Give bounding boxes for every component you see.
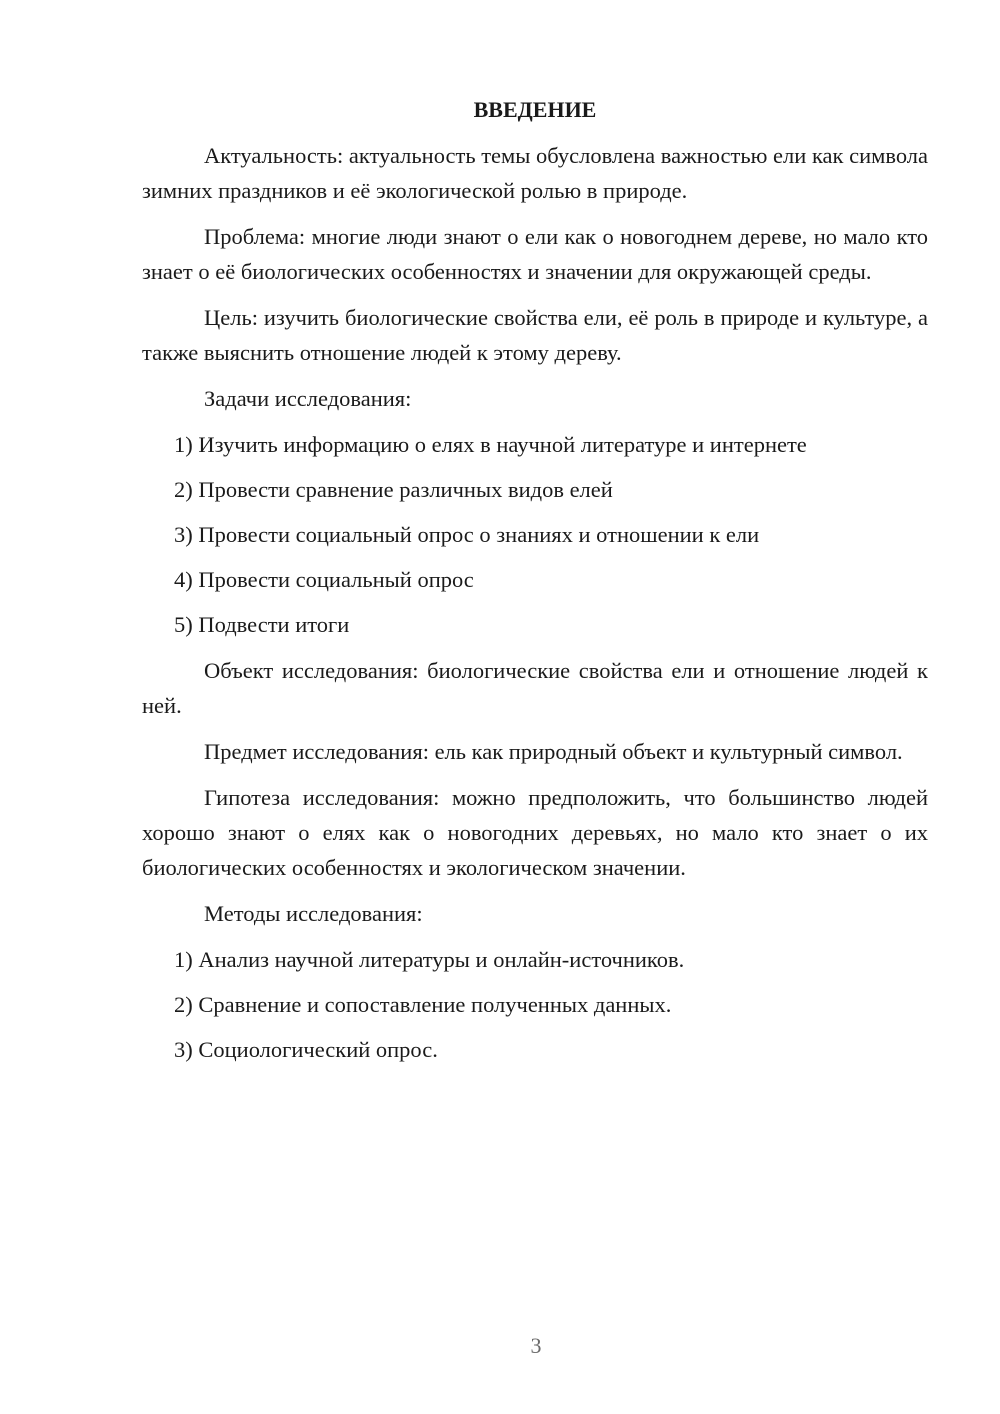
list-item: 4) Провести социальный опрос (174, 567, 474, 592)
hypothesis-paragraph: Гипотеза исследования: можно предположить, что большинство людей хорошо знают о елях как о новогодних деревьях, но мало кто знает о их биологических особенностях и экологическом значении. (142, 785, 928, 880)
page-number: 3 (530, 1333, 542, 1358)
list-item: 1) Изучить информацию о елях в научной литературе и интернете (174, 432, 807, 457)
relevance-paragraph: Актуальность: актуальность темы обусловлена важностью ели как символа зимних праздников и её экологической ролью в природе. (142, 143, 928, 203)
list-item: 1) Анализ научной литературы и онлайн-источников. (174, 947, 685, 972)
list-item: 2) Провести сравнение различных видов елей (174, 477, 613, 502)
list-item: 3) Провести социальный опрос о знаниях и отношении к ели (174, 522, 760, 547)
object-paragraph: Объект исследования: биологические свойства ели и отношение людей к ней. (142, 658, 928, 718)
problem-paragraph: Проблема: многие люди знают о ели как о новогоднем дереве, но мало кто знает о её биологических особенностях и значении для окружающей среды. (142, 224, 928, 284)
methods-heading: Методы исследования: (204, 901, 423, 926)
goal-paragraph: Цель: изучить биологические свойства ели, её роль в природе и культуре, а также выяснить отношение людей к этому дереву. (142, 305, 928, 365)
page-title: ВВЕДЕНИЕ (473, 97, 597, 122)
methods-list (142, 942, 928, 1067)
list-item: 3) Социологический опрос. (174, 1037, 438, 1062)
subject-paragraph: Предмет исследования: ель как природный объект и культурный символ. (204, 739, 903, 764)
list-item: 5) Подвести итоги (174, 612, 350, 637)
tasks-heading: Задачи исследования: (204, 386, 412, 411)
document-page (142, 92, 928, 1078)
tasks-list (142, 427, 928, 642)
list-item: 2) Сравнение и сопоставление полученных данных. (174, 992, 672, 1017)
